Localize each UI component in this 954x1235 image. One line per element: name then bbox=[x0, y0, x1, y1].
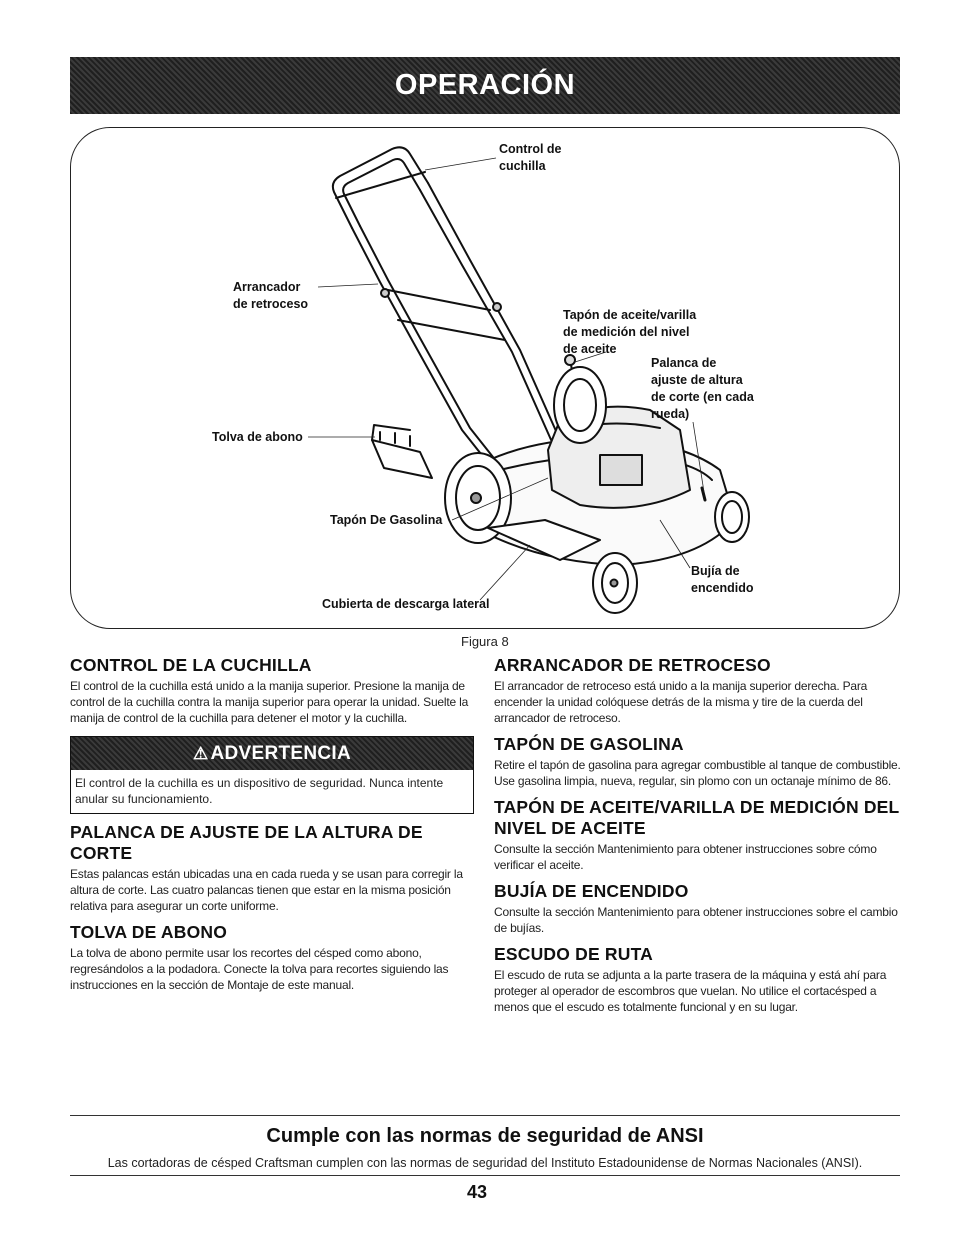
warning-header bbox=[71, 737, 473, 770]
label-recoil-starter: Arrancador de retroceso bbox=[233, 280, 309, 311]
leader-recoil-starter bbox=[318, 284, 378, 287]
blade-control-text: El control de la cuchilla está unido a la manija superior. Presione la manija de control de la cuchilla contra la manija superior para operar la unidad. Suelte la manija de control de la cuchilla para detener el motor y la cuchilla. bbox=[70, 679, 469, 725]
left-column bbox=[70, 655, 475, 993]
spark-plug-text: Consulte la sección Mantenimiento para obtener instrucciones sobre el cambio de bujías. bbox=[494, 905, 898, 935]
height-lever-text: Estas palancas están ubicadas una en cada rueda y se usan para corregir la altura de corte. Las cuatro palancas tienen que estar en la misma posición relativa para asegurar un corte uniforme. bbox=[70, 867, 463, 913]
gas-cap-heading: TAPÓN DE GASOLINA bbox=[494, 734, 684, 754]
warning-triangle-icon: ⚠ bbox=[192, 743, 209, 763]
blade-control-heading: CONTROL DE LA CUCHILLA bbox=[70, 655, 312, 675]
label-discharge-cover: Cubierta de descarga lateral bbox=[322, 597, 490, 611]
mulch-text: La tolva de abono permite usar los recortes del césped como abono, regresándolos a la podadora. Conecte la tolva para recortes siguiendo las instrucciones en la sección de Montaje de este manual. bbox=[70, 946, 449, 992]
road-shield-heading: ESCUDO DE RUTA bbox=[494, 944, 654, 964]
spark-plug-heading: BUJÍA DE ENCENDIDO bbox=[494, 881, 689, 901]
warning-box bbox=[70, 736, 474, 814]
right-column bbox=[494, 655, 902, 1015]
footer-divider-top bbox=[70, 1115, 900, 1116]
label-spark-plug: Bujía de encendido bbox=[691, 564, 754, 595]
warning-title: ADVERTENCIA bbox=[210, 742, 352, 764]
label-oil-cap: Tapón de aceite/varilla de medición del nivel de aceite bbox=[563, 308, 697, 356]
label-mulch-plug: Tolva de abono bbox=[212, 430, 303, 444]
oil-cap-text: Consulte la sección Mantenimiento para obtener instrucciones sobre cómo verificar el aceite. bbox=[494, 842, 877, 872]
gas-cap-text: Retire el tapón de gasolina para agregar combustible al tanque de combustible. Use gasolina limpia, nueva, regular, sin plomo con un octanaje mínimo de 86. bbox=[494, 758, 901, 788]
height-lever-heading: PALANCA DE AJUSTE DE LA ALTURA DE CORTE bbox=[70, 822, 423, 863]
warning-text: El control de la cuchilla es un dispositivo de seguridad. Nunca intente anular su funcionamiento. bbox=[75, 776, 444, 806]
ansi-text: Las cortadoras de césped Craftsman cumplen con las normas de seguridad del Instituto Estadounidense de Normas Nacionales (ANSI). bbox=[107, 1156, 863, 1170]
ansi-heading: Cumple con las normas de seguridad de ANSI bbox=[266, 1125, 704, 1147]
oil-cap-heading: TAPÓN DE ACEITE/VARILLA DE MEDICIÓN DEL NIVEL DE ACEITE bbox=[494, 797, 900, 838]
road-shield-text: El escudo de ruta se adjunta a la parte trasera de la máquina y está ahí para proteger al operador de escombros que vuelan. No utilice el cortacésped a menos que el escudo es totalmente funcional y en su lugar. bbox=[494, 968, 887, 1014]
leader-blade-control bbox=[425, 158, 496, 170]
footer-divider-bottom bbox=[70, 1175, 900, 1176]
blade-control-bar bbox=[336, 172, 425, 198]
page-number: 43 bbox=[466, 1182, 488, 1202]
section-title: OPERACIÓN bbox=[394, 69, 576, 101]
label-gas-cap: Tapón De Gasolina bbox=[330, 513, 443, 527]
upper-handle bbox=[333, 147, 428, 228]
figure-caption: Figura 8 bbox=[461, 634, 509, 649]
label-blade-control: Control de cuchilla bbox=[499, 142, 562, 173]
leader-discharge-cover bbox=[480, 545, 530, 600]
mulch-heading: TOLVA DE ABONO bbox=[70, 922, 228, 942]
label-height-lever: Palanca de ajuste de altura de corte (en cada rueda) bbox=[651, 356, 754, 421]
recoil-starter-heading: ARRANCADOR DE RETROCESO bbox=[494, 655, 771, 675]
recoil-starter-text: El arrancador de retroceso está unido a la manija superior derecha. Para encender la unidad colóquese detrás de la misma y tire de la cuerda del arrancador de retroceso. bbox=[494, 679, 868, 725]
mulch-plug bbox=[372, 440, 432, 478]
